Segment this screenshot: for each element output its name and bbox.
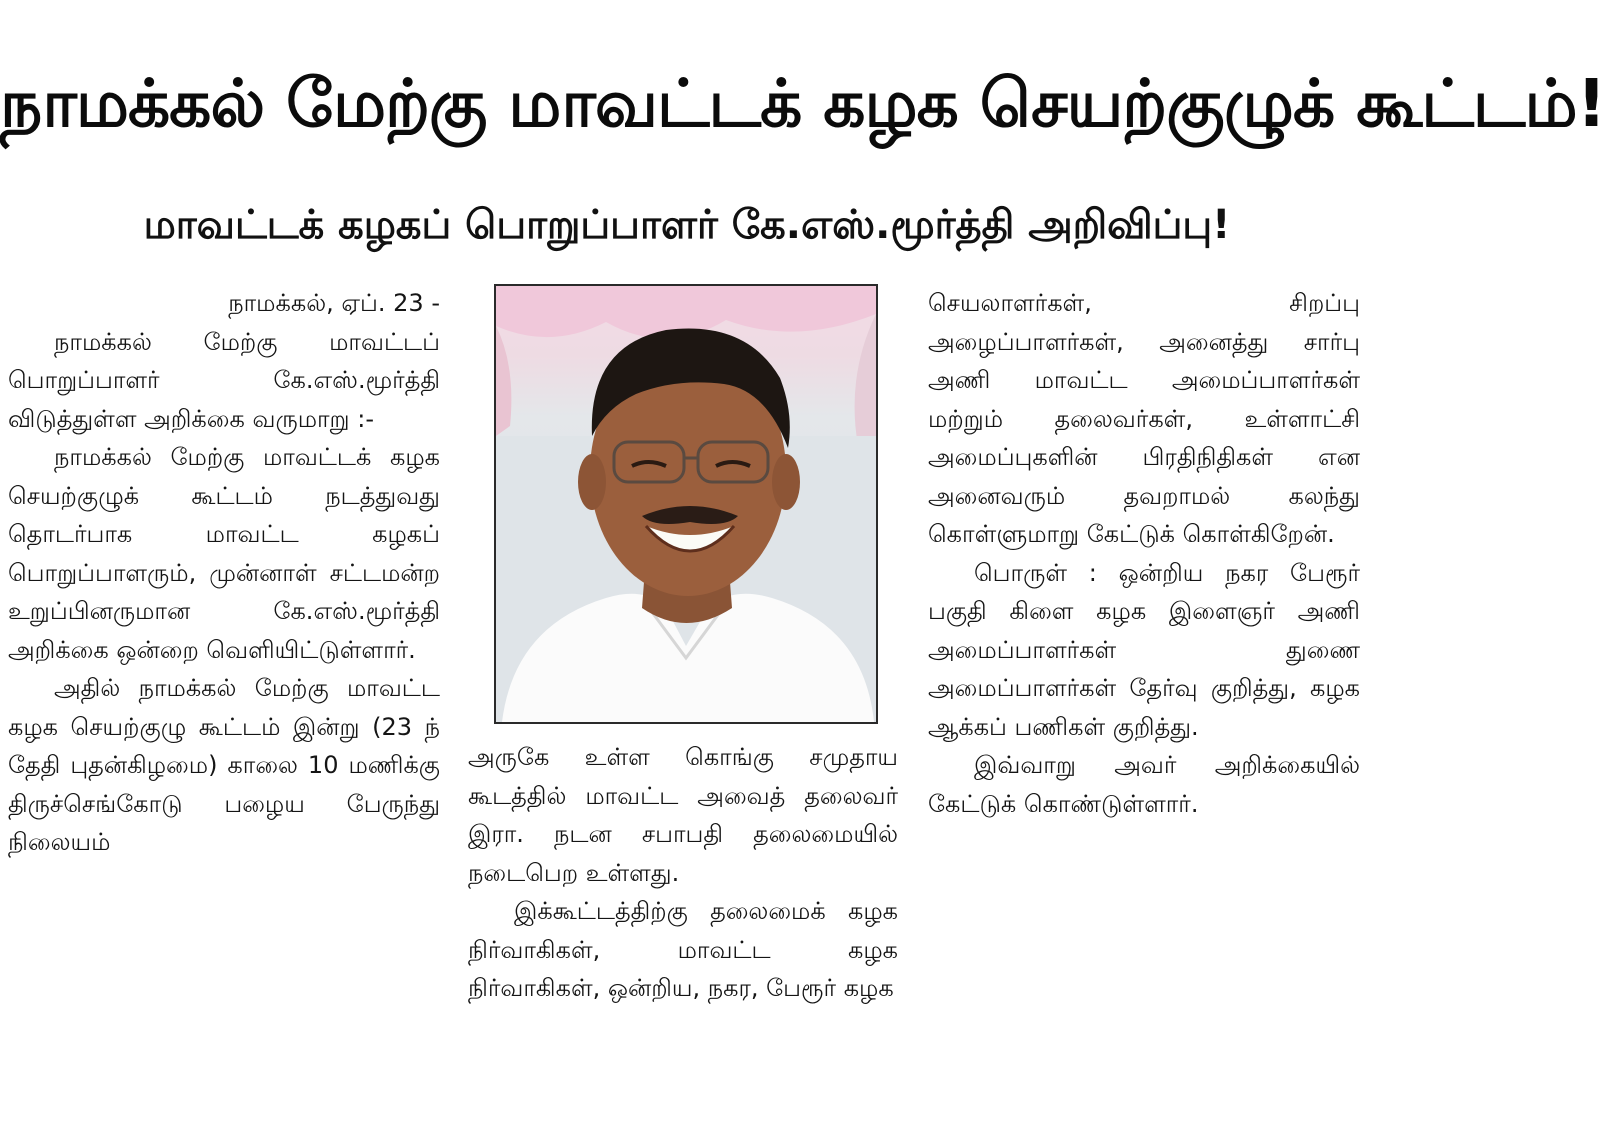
paragraph: நாமக்கல் மேற்கு மாவட்டப் பொறுப்பாளர் கே.எஸ்.மூர்த்தி விடுத்துள்ள அறிக்கை வருமாறு :-	[8, 327, 440, 433]
paragraph: இக்கூட்டத்திற்கு தலைமைக் கழக நிர்வாகிகள், மாவட்ட கழக நிர்வாகிகள், ஒன்றிய, நகர, பேரூர் கழக	[468, 897, 898, 1002]
article-column-3	[928, 284, 1360, 1139]
paragraph: பொருள் : ஒன்றிய நகர பேரூர் பகுதி கிளை கழக இளைஞர் அணி அமைப்பாளர்கள் துணை அமைப்பாளர்கள் தேர்வு குறித்து, கழக ஆக்கப் பணிகள் குறித்து.	[928, 558, 1360, 741]
article-column-1	[8, 284, 440, 1139]
portrait-photo	[494, 284, 878, 724]
article-column-2	[468, 738, 898, 1138]
paragraph: நாமக்கல் மேற்கு மாவட்டக் கழக செயற்குழுக் கூட்டம் நடத்துவது தொடர்பாக மாவட்ட கழகப் பொறுப்பாளரும், முன்னாள் சட்டமன்ற உறுப்பினருமான கே.எஸ்.மூர்த்தி அறிக்கை ஒன்றை வெளியிட்டுள்ளார்.	[8, 443, 440, 664]
paragraph: செயலாளர்கள், சிறப்பு அழைப்பாளர்கள், அனைத்து சார்பு அணி மாவட்ட அமைப்பாளர்கள் மற்றும் தலைவர்கள், உள்ளாட்சி அமைப்புகளின் பிரதிநிதிகள் என அனைவரும் தவறாமல் கலந்து கொள்ளுமாறு கேட்டுக் கொள்கிறேன்.	[928, 289, 1360, 548]
headline: நாமக்கல் மேற்கு மாவட்டக் கழக செயற்குழுக் கூட்டம்!	[0, 65, 1606, 142]
subheadline: மாவட்டக் கழகப் பொறுப்பாளர் கே.எஸ்.மூர்த்தி அறிவிப்பு!	[143, 202, 1231, 248]
dateline: நாமக்கல், ஏப். 23 -	[228, 289, 440, 317]
paragraph: அதில் நாமக்கல் மேற்கு மாவட்ட கழக செயற்குழு கூட்டம் இன்று (23 ந் தேதி புதன்கிழமை) காலை 10 மணிக்கு திருச்செங்கோடு பழைய பேருந்து நிலையம்	[8, 674, 440, 856]
paragraph: அருகே உள்ள கொங்கு சமுதாய கூடத்தில் மாவட்ட அவைத் தலைவர் இரா. நடன சபாபதி தலைமையில் நடைபெற உள்ளது.	[468, 743, 898, 887]
paragraph: இவ்வாறு அவர் அறிக்கையில் கேட்டுக் கொண்டுள்ளார்.	[928, 751, 1360, 818]
